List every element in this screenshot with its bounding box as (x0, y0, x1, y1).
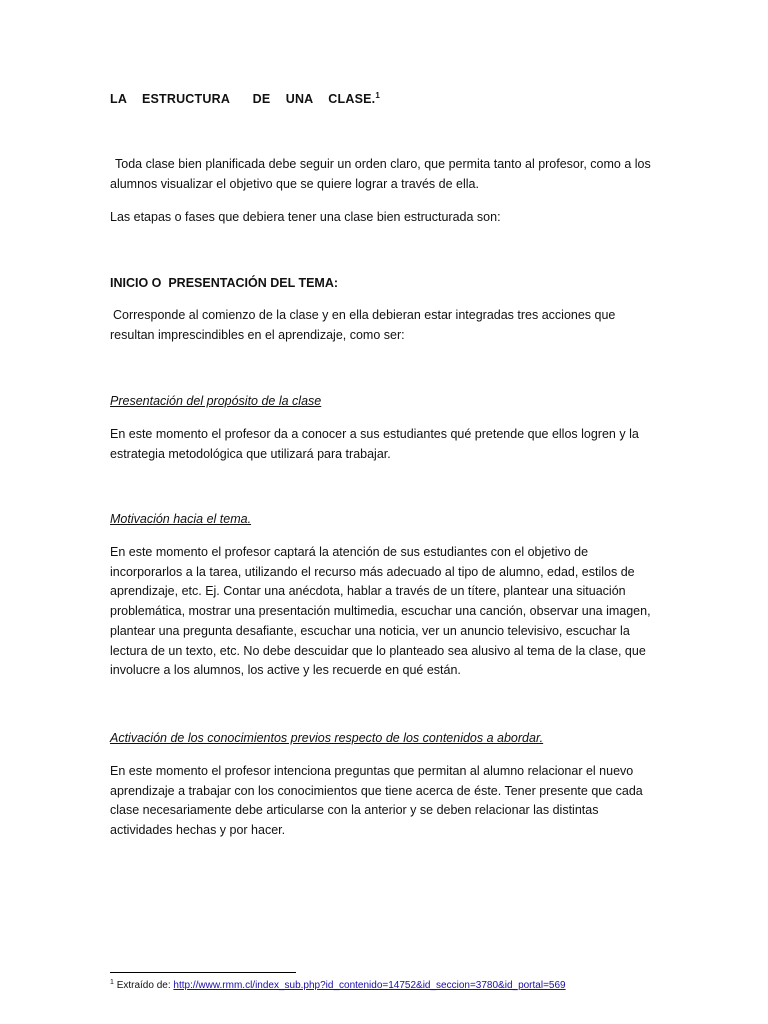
document-title (110, 90, 660, 110)
subsection-heading-motivation: Motivación hacia el tema. (110, 512, 252, 526)
intro-paragraph-2: Las etapas o fases que debiera tener una clase bien estructurada son: (110, 210, 501, 224)
subsection-heading-activation: Activación de los conocimientos previos respecto de los contenidos a abordar. (110, 731, 544, 745)
section-heading: INICIO O PRESENTACIÓN DEL TEMA: (110, 276, 339, 290)
section-paragraph: Corresponde al comienzo de la clase y en ella debieran estar integradas tres acciones que resultan imprescindibles en el aprendizaje, como ser: (110, 308, 616, 342)
footnote (110, 979, 566, 993)
footnote-separator (110, 972, 296, 973)
intro-paragraph-1: Toda clase bien planificada debe seguir un orden claro, que permita tanto al profesor, como a los alumnos visualizar el objetivo que se quiere lograr a través de ella. (110, 157, 651, 191)
subsection-body-motivation: En este momento el profesor captará la atención de sus estudiantes con el objetivo de incorporarlos a la tarea, utilizando el recurso más adecuado al tipo de alumno, edad, estilos de aprendizaje, etc. Ej. Contar una anécdota, hablar a través de un títere, plantear una situación problemática, mostrar una presentación multimedia, escuchar una canción, observar una imagen, plantear una pregunta desafiante, escuchar una noticia, ver un anuncio televisivo, escuchar la lectura de un texto, etc. No debe descuidar que lo planteado sea alusivo al tema de la clase, que involucre a los alumnos, los active y les recuerde en qué están. (110, 545, 651, 678)
footnote-label: Extraído de: (116, 980, 171, 991)
title-footnote-mark: 1 (375, 91, 380, 100)
footnote-mark: 1 (110, 979, 114, 986)
subsection-heading-purpose: Presentación del propósito de la clase (110, 394, 322, 408)
title-text: LA ESTRUCTURA DE UNA CLASE. (110, 92, 376, 106)
subsection-body-activation: En este momento el profesor intenciona preguntas que permitan al alumno relacionar el nuevo aprendizaje a trabajar con los conocimientos que tiene acerca de éste. Tener presente que cada clase necesariamente debe articularse con la anterior y se deben relacionar las distintas actividades hechas y por hacer. (110, 764, 643, 838)
footnote-link[interactable]: http://www.rmm.cl/index_sub.php?id_contenido=14752&id_seccion=3780&id_portal=569 (173, 980, 566, 991)
subsection-body-purpose: En este momento el profesor da a conocer a sus estudiantes qué pretende que ellos logren y la estrategia metodológica que utilizará para trabajar. (110, 427, 639, 461)
